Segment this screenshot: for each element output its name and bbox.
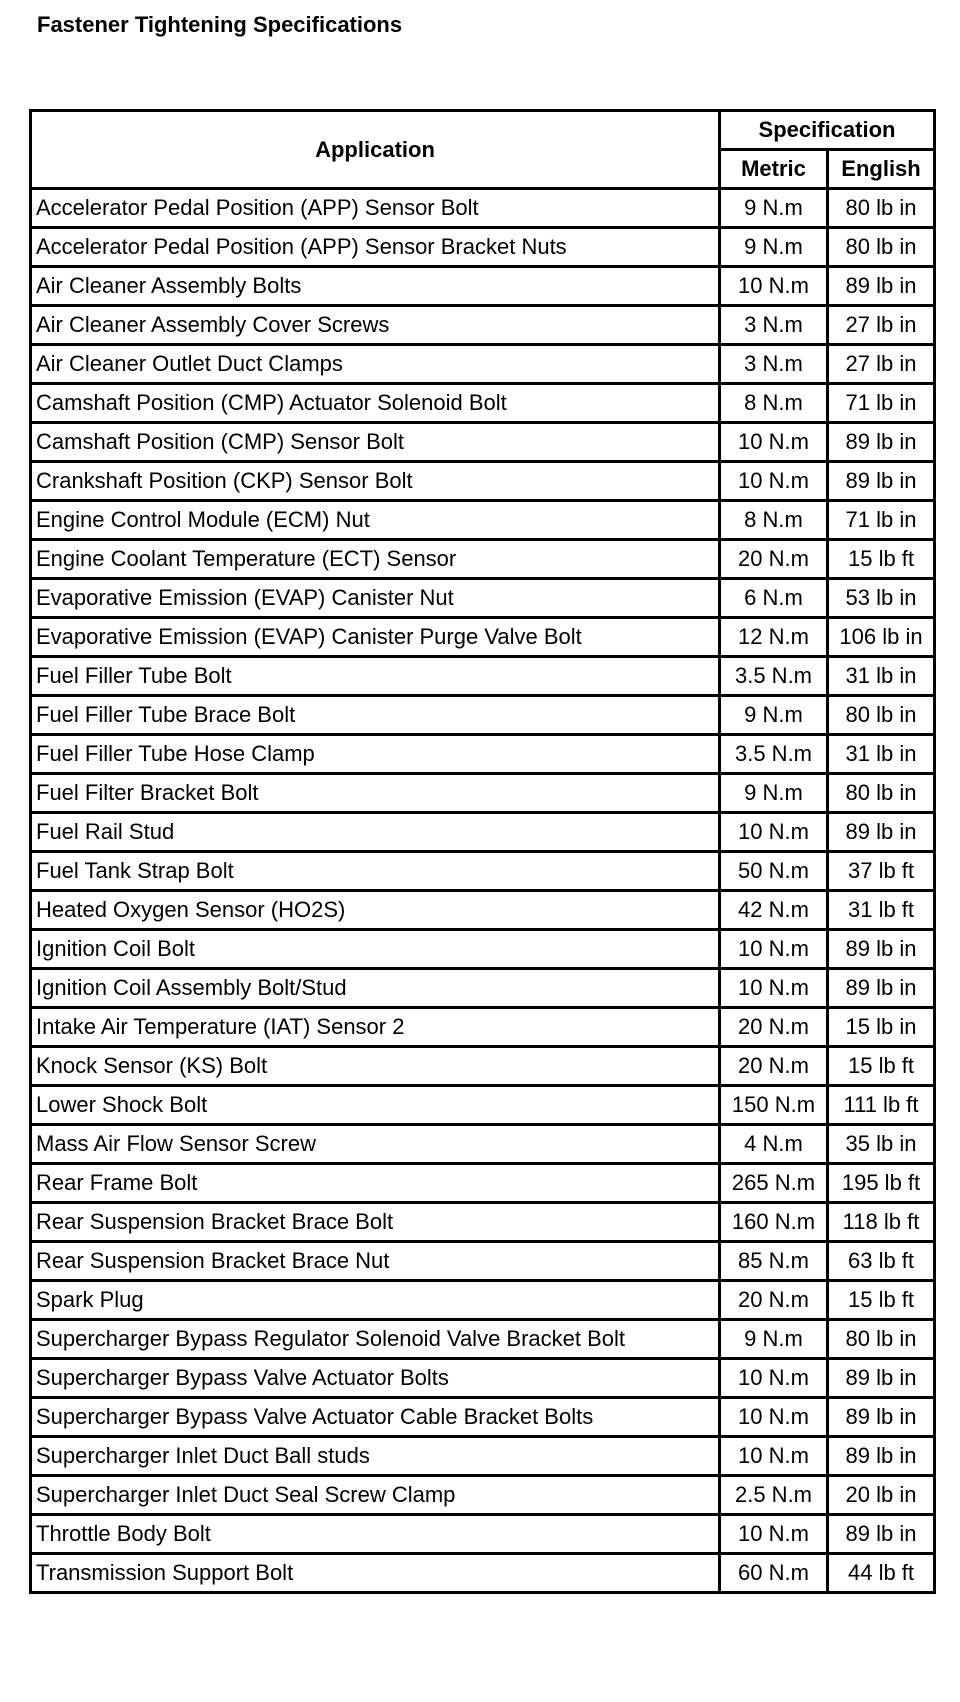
spec-table	[29, 109, 936, 1594]
table-row	[31, 462, 935, 501]
header-row	[31, 111, 935, 150]
spec-table-header	[31, 111, 935, 189]
metric-cell: 10 N.m	[720, 267, 828, 306]
metric-cell: 20 N.m	[720, 1008, 828, 1047]
english-cell: 89 lb in	[828, 423, 935, 462]
application-cell: Camshaft Position (CMP) Actuator Solenoid Bolt	[31, 384, 720, 423]
application-cell: Fuel Tank Strap Bolt	[31, 852, 720, 891]
metric-cell: 10 N.m	[720, 423, 828, 462]
metric-cell: 20 N.m	[720, 1281, 828, 1320]
metric-cell: 85 N.m	[720, 1242, 828, 1281]
english-cell: 89 lb in	[828, 267, 935, 306]
english-cell: 89 lb in	[828, 969, 935, 1008]
application-cell: Fuel Filter Bracket Bolt	[31, 774, 720, 813]
table-row	[31, 1203, 935, 1242]
table-row	[31, 345, 935, 384]
application-cell: Fuel Filler Tube Bolt	[31, 657, 720, 696]
application-cell: Evaporative Emission (EVAP) Canister Nut	[31, 579, 720, 618]
metric-cell: 9 N.m	[720, 228, 828, 267]
application-cell: Rear Frame Bolt	[31, 1164, 720, 1203]
metric-cell: 10 N.m	[720, 462, 828, 501]
english-cell: 53 lb in	[828, 579, 935, 618]
table-row	[31, 267, 935, 306]
table-row	[31, 579, 935, 618]
application-cell: Transmission Support Bolt	[31, 1554, 720, 1593]
english-cell: 35 lb in	[828, 1125, 935, 1164]
english-cell: 44 lb ft	[828, 1554, 935, 1593]
english-cell: 27 lb in	[828, 345, 935, 384]
table-row	[31, 774, 935, 813]
table-row	[31, 1320, 935, 1359]
metric-cell: 10 N.m	[720, 969, 828, 1008]
application-cell: Fuel Rail Stud	[31, 813, 720, 852]
metric-cell: 10 N.m	[720, 1515, 828, 1554]
english-cell: 89 lb in	[828, 1437, 935, 1476]
english-cell: 89 lb in	[828, 1398, 935, 1437]
english-cell: 89 lb in	[828, 1359, 935, 1398]
english-cell: 15 lb ft	[828, 540, 935, 579]
table-row	[31, 852, 935, 891]
english-cell: 80 lb in	[828, 774, 935, 813]
english-cell: 80 lb in	[828, 1320, 935, 1359]
english-cell: 31 lb in	[828, 735, 935, 774]
english-cell: 20 lb in	[828, 1476, 935, 1515]
table-row	[31, 1125, 935, 1164]
table-row	[31, 1437, 935, 1476]
table-row	[31, 1476, 935, 1515]
english-cell: 89 lb in	[828, 930, 935, 969]
english-cell: 31 lb in	[828, 657, 935, 696]
table-row	[31, 1398, 935, 1437]
metric-cell: 3 N.m	[720, 345, 828, 384]
english-cell: 80 lb in	[828, 228, 935, 267]
english-cell: 71 lb in	[828, 384, 935, 423]
application-cell: Supercharger Bypass Valve Actuator Bolts	[31, 1359, 720, 1398]
metric-cell: 60 N.m	[720, 1554, 828, 1593]
metric-cell: 10 N.m	[720, 930, 828, 969]
table-row	[31, 189, 935, 228]
english-cell: 80 lb in	[828, 696, 935, 735]
metric-cell: 10 N.m	[720, 1437, 828, 1476]
metric-cell: 150 N.m	[720, 1086, 828, 1125]
metric-cell: 3.5 N.m	[720, 735, 828, 774]
english-cell: 195 lb ft	[828, 1164, 935, 1203]
application-cell: Spark Plug	[31, 1281, 720, 1320]
table-row	[31, 891, 935, 930]
application-cell: Evaporative Emission (EVAP) Canister Purge Valve Bolt	[31, 618, 720, 657]
english-cell: 89 lb in	[828, 462, 935, 501]
table-row	[31, 1047, 935, 1086]
table-row	[31, 969, 935, 1008]
application-cell: Accelerator Pedal Position (APP) Sensor Bracket Nuts	[31, 228, 720, 267]
metric-cell: 6 N.m	[720, 579, 828, 618]
application-cell: Heated Oxygen Sensor (HO2S)	[31, 891, 720, 930]
application-cell: Supercharger Bypass Valve Actuator Cable Bracket Bolts	[31, 1398, 720, 1437]
metric-cell: 10 N.m	[720, 1359, 828, 1398]
english-header: English	[828, 150, 935, 189]
metric-cell: 2.5 N.m	[720, 1476, 828, 1515]
application-cell: Engine Control Module (ECM) Nut	[31, 501, 720, 540]
metric-cell: 3 N.m	[720, 306, 828, 345]
application-cell: Throttle Body Bolt	[31, 1515, 720, 1554]
metric-cell: 42 N.m	[720, 891, 828, 930]
application-cell: Air Cleaner Assembly Bolts	[31, 267, 720, 306]
metric-header: Metric	[720, 150, 828, 189]
metric-cell: 20 N.m	[720, 1047, 828, 1086]
table-row	[31, 618, 935, 657]
english-cell: 80 lb in	[828, 189, 935, 228]
table-row	[31, 228, 935, 267]
application-cell: Intake Air Temperature (IAT) Sensor 2	[31, 1008, 720, 1047]
table-row	[31, 696, 935, 735]
table-row	[31, 735, 935, 774]
table-row	[31, 384, 935, 423]
english-cell: 15 lb in	[828, 1008, 935, 1047]
application-cell: Engine Coolant Temperature (ECT) Sensor	[31, 540, 720, 579]
metric-cell: 9 N.m	[720, 1320, 828, 1359]
table-row	[31, 657, 935, 696]
table-row	[31, 1242, 935, 1281]
application-cell: Supercharger Inlet Duct Seal Screw Clamp	[31, 1476, 720, 1515]
page-title: Fastener Tightening Specifications	[37, 12, 403, 37]
metric-cell: 12 N.m	[720, 618, 828, 657]
spec-table-body	[31, 189, 935, 1593]
english-cell: 27 lb in	[828, 306, 935, 345]
application-cell: Fuel Filler Tube Hose Clamp	[31, 735, 720, 774]
specification-header: Specification	[720, 111, 935, 150]
metric-cell: 8 N.m	[720, 384, 828, 423]
application-cell: Supercharger Bypass Regulator Solenoid Valve Bracket Bolt	[31, 1320, 720, 1359]
application-cell: Air Cleaner Outlet Duct Clamps	[31, 345, 720, 384]
table-row	[31, 540, 935, 579]
metric-cell: 20 N.m	[720, 540, 828, 579]
english-cell: 89 lb in	[828, 813, 935, 852]
table-row	[31, 1086, 935, 1125]
metric-cell: 4 N.m	[720, 1125, 828, 1164]
table-row	[31, 501, 935, 540]
application-cell: Ignition Coil Bolt	[31, 930, 720, 969]
english-cell: 15 lb ft	[828, 1281, 935, 1320]
english-cell: 15 lb ft	[828, 1047, 935, 1086]
english-cell: 31 lb ft	[828, 891, 935, 930]
english-cell: 63 lb ft	[828, 1242, 935, 1281]
metric-cell: 10 N.m	[720, 813, 828, 852]
application-cell: Air Cleaner Assembly Cover Screws	[31, 306, 720, 345]
table-row	[31, 1281, 935, 1320]
application-cell: Supercharger Inlet Duct Ball studs	[31, 1437, 720, 1476]
table-row	[31, 930, 935, 969]
table-row	[31, 813, 935, 852]
table-row	[31, 306, 935, 345]
application-cell: Mass Air Flow Sensor Screw	[31, 1125, 720, 1164]
application-cell: Rear Suspension Bracket Brace Bolt	[31, 1203, 720, 1242]
table-row	[31, 1359, 935, 1398]
english-cell: 37 lb ft	[828, 852, 935, 891]
application-cell: Camshaft Position (CMP) Sensor Bolt	[31, 423, 720, 462]
english-cell: 71 lb in	[828, 501, 935, 540]
metric-cell: 9 N.m	[720, 696, 828, 735]
table-row	[31, 1515, 935, 1554]
application-header: Application	[31, 111, 720, 189]
metric-cell: 9 N.m	[720, 189, 828, 228]
table-row	[31, 1554, 935, 1593]
table-row	[31, 423, 935, 462]
application-cell: Lower Shock Bolt	[31, 1086, 720, 1125]
english-cell: 111 lb ft	[828, 1086, 935, 1125]
application-cell: Ignition Coil Assembly Bolt/Stud	[31, 969, 720, 1008]
application-cell: Rear Suspension Bracket Brace Nut	[31, 1242, 720, 1281]
metric-cell: 8 N.m	[720, 501, 828, 540]
metric-cell: 265 N.m	[720, 1164, 828, 1203]
application-cell: Knock Sensor (KS) Bolt	[31, 1047, 720, 1086]
table-row	[31, 1164, 935, 1203]
metric-cell: 50 N.m	[720, 852, 828, 891]
metric-cell: 10 N.m	[720, 1398, 828, 1437]
metric-cell: 160 N.m	[720, 1203, 828, 1242]
english-cell: 118 lb ft	[828, 1203, 935, 1242]
table-row	[31, 1008, 935, 1047]
english-cell: 106 lb in	[828, 618, 935, 657]
english-cell: 89 lb in	[828, 1515, 935, 1554]
application-cell: Accelerator Pedal Position (APP) Sensor Bolt	[31, 189, 720, 228]
metric-cell: 3.5 N.m	[720, 657, 828, 696]
application-cell: Crankshaft Position (CKP) Sensor Bolt	[31, 462, 720, 501]
metric-cell: 9 N.m	[720, 774, 828, 813]
application-cell: Fuel Filler Tube Brace Bolt	[31, 696, 720, 735]
